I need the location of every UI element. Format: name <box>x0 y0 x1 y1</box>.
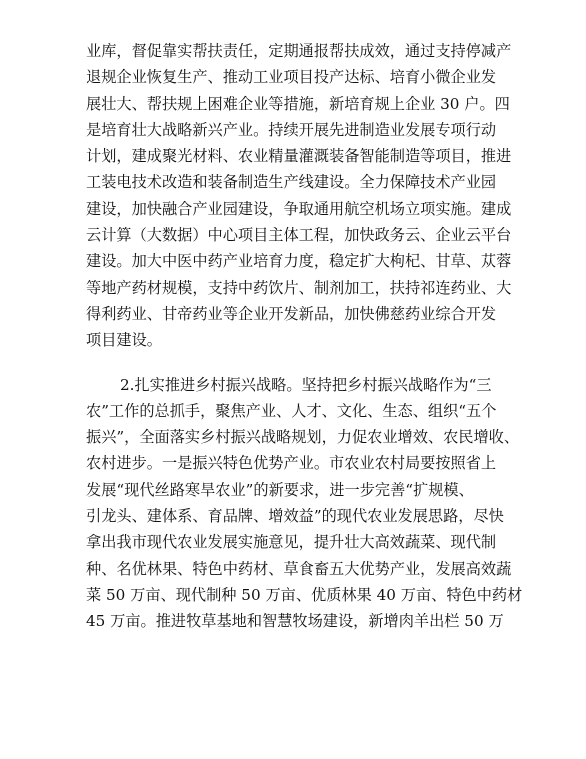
text-line: 振兴”，全面落实乡村振兴战略规划，力促农业增效、农民增收、 <box>86 428 520 447</box>
text-line: 农村进步。一是振兴特色优势产业。市农业农村局要按照省上 <box>86 454 497 473</box>
paragraph-spacer <box>86 354 506 372</box>
text-line: 项目建设。 <box>86 331 162 350</box>
text-line: 45 万亩。推进牧草基地和智慧牧场建设，新增肉羊出栏 50 万 <box>86 612 504 631</box>
text-line: 云计算（大数据）中心项目主体工程，加快政务云、企业云平台 <box>86 226 512 245</box>
text-line: 业库，督促靠实帮扶责任，定期通报帮扶成效，通过支持停减产 <box>86 42 512 60</box>
text-line: 等地产药材规模，支持中药饮片、制剂加工，扶持祁连药业、大 <box>86 278 512 297</box>
text-line: 菜 50 万亩、现代制种 50 万亩、优质林果 40 万亩、特色中药材 <box>86 585 523 604</box>
text-line: 得利药业、甘帝药业等企业开发新品，加快佛慈药业综合开发 <box>86 304 497 323</box>
text-line: 种、名优林果、特色中药材、草食畜五大优势产业，发展高效蔬 <box>86 559 512 578</box>
paragraph-1 <box>86 38 512 354</box>
body-text <box>86 38 523 635</box>
text-line: 退规企业恢复生产、推动工业项目投产达标、培育小微企业发 <box>86 68 497 87</box>
text-line: 农”工作的总抓手，聚焦产业、人才、文化、生态、组织“五个 <box>86 401 497 420</box>
text-line: 展壮大、帮扶规上困难企业等措施，新培育规上企业 30 户。四 <box>86 94 510 113</box>
text-line: 建设。加大中医中药产业培育力度，稳定扩大枸杞、甘草、苁蓉 <box>86 252 512 271</box>
text-line: 计划，建成聚光材料、农业精量灌溉装备智能制造等项目，推进 <box>86 147 512 166</box>
text-line: 引龙头、建体系、育品牌、增效益”的现代农业发展思路，尽快 <box>86 507 504 526</box>
text-line: 是培育壮大战略新兴产业。持续开展先进制造业发展专项行动 <box>86 120 497 139</box>
paragraph-2 <box>86 372 523 635</box>
text-line: 建设，加快融合产业园建设，争取通用航空机场立项实施。建成 <box>86 199 512 218</box>
text-line: 发展“现代丝路寒旱农业”的新要求，进一步完善“扩规模、 <box>86 480 474 499</box>
text-line-first: 2.扎实推进乡村振兴战略。坚持把乡村振兴战略作为“三 <box>120 375 492 394</box>
text-line: 拿出我市现代农业发展实施意见，提升壮大高效蔬菜、现代制 <box>86 533 497 552</box>
text-line: 工装电技术改造和装备制造生产线建设。全力保障技术产业园 <box>86 173 497 192</box>
